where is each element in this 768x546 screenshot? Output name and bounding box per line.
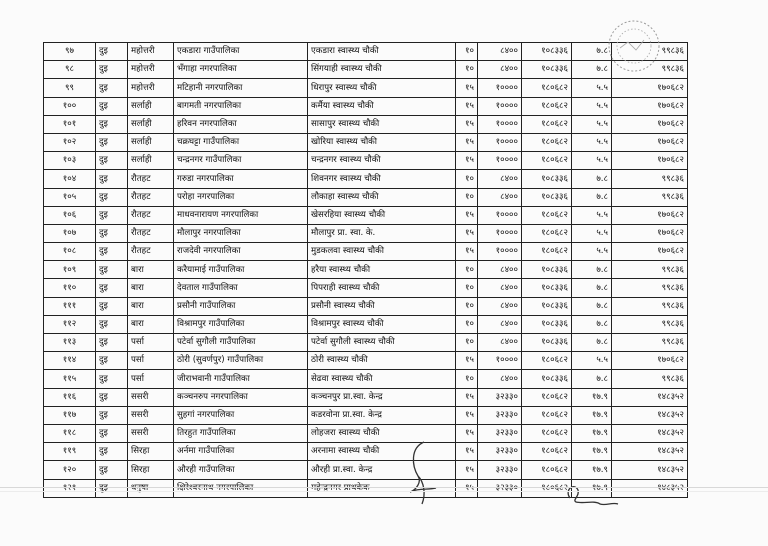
grade-cell [96, 479, 128, 497]
table-row [44, 152, 688, 170]
count-cell: १५ [456, 243, 478, 261]
table-row [44, 224, 688, 242]
ratio-cell [572, 479, 612, 497]
amount-cell: १०८३३६ [522, 188, 572, 206]
municipality-cell: मटिहानी नगरपालिका [174, 79, 308, 97]
table-row [44, 115, 688, 133]
health-post-cell: कर्मैया स्वास्थ्य चौकी [308, 97, 456, 115]
district-cell: रौतहट [128, 170, 174, 188]
amount-cell: ९९८३६ [612, 261, 688, 279]
ratio-cell: ५.५ [572, 115, 612, 133]
serial-number-cell: ९९ [44, 79, 96, 97]
serial-number-cell: ११३ [44, 334, 96, 352]
municipality-cell: औरही गाउँपालिका [174, 461, 308, 479]
amount-cell: ९९८३६ [612, 297, 688, 315]
health-post-cell: चन्द्रनगर स्वास्थ्य चौकी [308, 152, 456, 170]
ratio-cell: १७.९ [572, 406, 612, 424]
health-post-cell: लौकाहा स्वास्थ्य चौकी [308, 188, 456, 206]
amount-cell: १०००० [478, 352, 522, 370]
table-row [44, 243, 688, 261]
municipality-cell [174, 479, 308, 497]
district-cell: पर्सा [128, 334, 174, 352]
amount-cell: ९९८३६ [612, 170, 688, 188]
serial-number-cell: १२० [44, 461, 96, 479]
serial-number-cell: १०७ [44, 224, 96, 242]
grade-cell: दुइ [96, 443, 128, 461]
ratio-cell: १७.९ [572, 388, 612, 406]
data-table [43, 42, 688, 498]
grade-cell: दुइ [96, 61, 128, 79]
amount-cell: १०८३३६ [522, 170, 572, 188]
amount-cell: ८४०० [478, 315, 522, 333]
count-cell: १५ [456, 352, 478, 370]
ratio-cell: ७.८ [572, 261, 612, 279]
amount-cell: १८०६८२ [522, 133, 572, 151]
table-row [44, 352, 688, 370]
amount-cell: ८४०० [478, 43, 522, 61]
grade-cell: दुइ [96, 79, 128, 97]
health-post-cell: ठोरी स्वास्थ्य चौकी [308, 352, 456, 370]
table-row [44, 261, 688, 279]
municipality-cell: माधवनारायण नगरपालिका [174, 206, 308, 224]
page-divider [0, 491, 768, 492]
count-cell: १५ [456, 461, 478, 479]
district-cell: महोत्तरी [128, 79, 174, 97]
serial-number-cell: १११ [44, 297, 96, 315]
district-cell: सिरहा [128, 443, 174, 461]
count-cell: १० [456, 170, 478, 188]
count-cell: १० [456, 61, 478, 79]
amount-cell: १०८३३६ [522, 297, 572, 315]
count-cell: १५ [456, 388, 478, 406]
amount-cell: ९९८३६ [612, 188, 688, 206]
amount-cell: ९९८३६ [612, 61, 688, 79]
amount-cell: ८४०० [478, 261, 522, 279]
serial-number-cell: १०८ [44, 243, 96, 261]
health-post-cell: विश्रामपुर स्वास्थ्य चौकी [308, 315, 456, 333]
amount-cell: १०००० [478, 79, 522, 97]
health-post-cell: कडरवोना प्रा.स्वा. केन्द्र [308, 406, 456, 424]
municipality-cell: प्रसौनी गाउँपालिका [174, 297, 308, 315]
amount-cell: १८०६८२ [522, 224, 572, 242]
amount-cell: १८०६८२ [522, 443, 572, 461]
grade-cell: दुइ [96, 352, 128, 370]
ratio-cell: ५.५ [572, 133, 612, 151]
serial-number-cell: ११९ [44, 443, 96, 461]
serial-number-cell: १०४ [44, 170, 96, 188]
amount-cell: १४८३५२ [612, 424, 688, 442]
amount-cell: ८४०० [478, 334, 522, 352]
district-cell: सर्लाही [128, 97, 174, 115]
count-cell: १५ [456, 97, 478, 115]
count-cell: १५ [456, 443, 478, 461]
municipality-cell: चक्रघट्टा गाउँपालिका [174, 133, 308, 151]
ratio-cell: ७.८ [572, 279, 612, 297]
count-cell: १० [456, 188, 478, 206]
grade-cell: दुइ [96, 133, 128, 151]
amount-cell: ३२३३० [478, 443, 522, 461]
serial-number-cell: ११२ [44, 315, 96, 333]
municipality-cell: राजदेवी नगरपालिका [174, 243, 308, 261]
district-cell: बारा [128, 315, 174, 333]
amount-cell: १०८३३६ [522, 370, 572, 388]
district-cell: बारा [128, 297, 174, 315]
page-divider [0, 487, 768, 488]
health-post-cell: प्रसौनी स्वास्थ्य चौकी [308, 297, 456, 315]
district-cell: ससरी [128, 406, 174, 424]
amount-cell: १०००० [478, 97, 522, 115]
municipality-cell: करैयामाई गाउँपालिका [174, 261, 308, 279]
municipality-cell: मौलापुर नगरपालिका [174, 224, 308, 242]
amount-cell: १४८३५२ [612, 388, 688, 406]
district-cell: सर्लाही [128, 133, 174, 151]
table-row [44, 388, 688, 406]
amount-cell: १०००० [478, 115, 522, 133]
serial-number-cell [44, 479, 96, 497]
municipality-cell: बागमती नगरपालिका [174, 97, 308, 115]
grade-cell: दुइ [96, 243, 128, 261]
ratio-cell: ५.५ [572, 243, 612, 261]
municipality-cell: जीराभवानी गाउँपालिका [174, 370, 308, 388]
district-cell: बारा [128, 261, 174, 279]
amount-cell: १७०६८२ [612, 243, 688, 261]
health-post-cell: धिरापुर स्वास्थ्य चौकी [308, 79, 456, 97]
district-cell: ससरी [128, 388, 174, 406]
ratio-cell: ७.८ [572, 43, 612, 61]
grade-cell: दुइ [96, 279, 128, 297]
health-post-cell: हरैया स्वास्थ्य चौकी [308, 261, 456, 279]
amount-cell: १०८३३६ [522, 279, 572, 297]
count-cell: १० [456, 370, 478, 388]
health-post-cell: औरही प्रा.स्वा. केन्द्र [308, 461, 456, 479]
table-row [44, 406, 688, 424]
district-cell: पर्सा [128, 370, 174, 388]
amount-cell: १०००० [478, 152, 522, 170]
grade-cell: दुइ [96, 261, 128, 279]
municipality-cell: विश्रामपुर गाउँपालिका [174, 315, 308, 333]
grade-cell: दुइ [96, 297, 128, 315]
ratio-cell: ५.५ [572, 224, 612, 242]
grade-cell: दुइ [96, 406, 128, 424]
health-post-cell: खेसरहिया स्वास्थ्य चौकी [308, 206, 456, 224]
municipality-cell: चन्द्रनगर गाउँपालिका [174, 152, 308, 170]
health-post-cell: खोरिया स्वास्थ्य चौकी [308, 133, 456, 151]
amount-cell: १७०६८२ [612, 152, 688, 170]
count-cell: १० [456, 261, 478, 279]
serial-number-cell: १०६ [44, 206, 96, 224]
table-row [44, 461, 688, 479]
count-cell: १० [456, 334, 478, 352]
serial-number-cell: ११८ [44, 424, 96, 442]
amount-cell: १८०६८२ [522, 388, 572, 406]
serial-number-cell: ९८ [44, 61, 96, 79]
ratio-cell: ७.८ [572, 315, 612, 333]
amount-cell: १०८३३६ [522, 61, 572, 79]
table-row [44, 334, 688, 352]
amount-cell: १७०६८२ [612, 115, 688, 133]
amount-cell: ३२३३० [478, 388, 522, 406]
health-post-cell: कञ्चनपुर प्रा.स्वा. केन्द्र [308, 388, 456, 406]
amount-cell: १०००० [478, 243, 522, 261]
health-post-cell: मौलापुर प्रा. स्वा. के. [308, 224, 456, 242]
amount-cell: ९९८३६ [612, 315, 688, 333]
municipality-cell: ठोरी (सुवर्णपुर) गाउँपालिका [174, 352, 308, 370]
table-row [44, 479, 688, 497]
health-post-cell [308, 479, 456, 497]
district-cell: सर्लाही [128, 115, 174, 133]
amount-cell: १४८३५२ [612, 461, 688, 479]
serial-number-cell: ११७ [44, 406, 96, 424]
amount-cell: ९९८३६ [612, 43, 688, 61]
ratio-cell: ७.८ [572, 334, 612, 352]
table-row [44, 370, 688, 388]
district-cell: महोत्तरी [128, 61, 174, 79]
count-cell [456, 479, 478, 497]
amount-cell: १८०६८२ [522, 79, 572, 97]
amount-cell: १०८३३६ [522, 261, 572, 279]
amount-cell: १८०६८२ [522, 115, 572, 133]
serial-number-cell: १०५ [44, 188, 96, 206]
table-row [44, 170, 688, 188]
amount-cell: ३२३३० [478, 461, 522, 479]
health-post-cell: शिवनगर स्वास्थ्य चौकी [308, 170, 456, 188]
count-cell: १५ [456, 115, 478, 133]
municipality-cell: परोहा नगरपालिका [174, 188, 308, 206]
amount-cell: १७०६८२ [612, 206, 688, 224]
municipality-cell: सुहगां नगरपालिका [174, 406, 308, 424]
amount-cell: १४८३५२ [612, 406, 688, 424]
amount-cell: १८०६८२ [522, 206, 572, 224]
table-row [44, 79, 688, 97]
grade-cell: दुइ [96, 206, 128, 224]
count-cell: १५ [456, 133, 478, 151]
count-cell: १५ [456, 152, 478, 170]
table-body [44, 43, 688, 498]
count-cell: १५ [456, 206, 478, 224]
amount-cell: १७०६८२ [612, 133, 688, 151]
amount-cell: ८४०० [478, 297, 522, 315]
amount-cell [478, 479, 522, 497]
amount-cell: १८०६८२ [522, 243, 572, 261]
amount-cell: १७०६८२ [612, 97, 688, 115]
amount-cell: १०००० [478, 133, 522, 151]
ratio-cell: ५.५ [572, 79, 612, 97]
district-cell: सिरहा [128, 461, 174, 479]
health-post-cell: सासापुर स्वास्थ्य चौकी [308, 115, 456, 133]
health-post-cell: सिंगयाही स्वास्थ्य चौकी [308, 61, 456, 79]
serial-number-cell: ९७ [44, 43, 96, 61]
amount-cell: १७०६८२ [612, 79, 688, 97]
amount-cell [612, 479, 688, 497]
grade-cell: दुइ [96, 152, 128, 170]
health-post-cell: पिपराही स्वास्थ्य चौकी [308, 279, 456, 297]
amount-cell: ९९८३६ [612, 370, 688, 388]
municipality-cell: तिरहुत गाउँपालिका [174, 424, 308, 442]
grade-cell: दुइ [96, 424, 128, 442]
amount-cell: १०८३३६ [522, 43, 572, 61]
district-cell: बारा [128, 279, 174, 297]
table-row [44, 61, 688, 79]
count-cell: १५ [456, 406, 478, 424]
ratio-cell: ७.८ [572, 370, 612, 388]
health-post-cell: अरनामा स्वास्थ्य चौकी [308, 443, 456, 461]
municipality-cell: एकडारा गाउँपालिका [174, 43, 308, 61]
amount-cell: १८०६८२ [522, 461, 572, 479]
serial-number-cell: १०० [44, 97, 96, 115]
serial-number-cell: ११५ [44, 370, 96, 388]
district-cell: रौतहट [128, 243, 174, 261]
amount-cell: ३२३३० [478, 406, 522, 424]
ratio-cell: ७.८ [572, 188, 612, 206]
ratio-cell: १७.९ [572, 461, 612, 479]
table-row [44, 443, 688, 461]
table-row [44, 315, 688, 333]
municipality-cell: देवताल गाउँपालिका [174, 279, 308, 297]
serial-number-cell: ११४ [44, 352, 96, 370]
amount-cell: ८४०० [478, 61, 522, 79]
ratio-cell: ५.५ [572, 352, 612, 370]
district-cell: ससरी [128, 424, 174, 442]
health-post-cell: सेढवा स्वास्थ्य चौकी [308, 370, 456, 388]
health-post-cell: लोहजरा स्वास्थ्य चौकी [308, 424, 456, 442]
amount-cell: ८४०० [478, 279, 522, 297]
municipality-cell: अर्नमा गाउँपालिका [174, 443, 308, 461]
ratio-cell: ७.८ [572, 170, 612, 188]
ratio-cell: ५.५ [572, 97, 612, 115]
table-row [44, 297, 688, 315]
district-cell: पर्सा [128, 352, 174, 370]
grade-cell: दुइ [96, 115, 128, 133]
amount-cell: १४८३५२ [612, 443, 688, 461]
amount-cell [522, 479, 572, 497]
ratio-cell: ५.५ [572, 206, 612, 224]
amount-cell: १०८३३६ [522, 315, 572, 333]
health-post-cell: एकडारा स्वास्थ्य चौकी [308, 43, 456, 61]
amount-cell: १७०६८२ [612, 224, 688, 242]
municipality-cell: भँगाहा नगरपालिका [174, 61, 308, 79]
count-cell: १५ [456, 79, 478, 97]
amount-cell: १०००० [478, 206, 522, 224]
amount-cell: ८४०० [478, 370, 522, 388]
table-row [44, 424, 688, 442]
municipality-cell: गरुडा नगरपालिका [174, 170, 308, 188]
municipality-cell: पटेर्वा सुगौली गाउँपालिका [174, 334, 308, 352]
table-row [44, 133, 688, 151]
ratio-cell: १७.९ [572, 424, 612, 442]
ratio-cell: ५.५ [572, 152, 612, 170]
grade-cell: दुइ [96, 461, 128, 479]
grade-cell: दुइ [96, 224, 128, 242]
grade-cell: दुइ [96, 170, 128, 188]
amount-cell: १०८३३६ [522, 334, 572, 352]
amount-cell: १८०६८२ [522, 152, 572, 170]
table-row [44, 43, 688, 61]
amount-cell: ३२३३० [478, 424, 522, 442]
serial-number-cell: १०३ [44, 152, 96, 170]
serial-number-cell: ११० [44, 279, 96, 297]
count-cell: १० [456, 279, 478, 297]
district-cell: सर्लाही [128, 152, 174, 170]
grade-cell: दुइ [96, 315, 128, 333]
table-row [44, 188, 688, 206]
amount-cell: १७०६८२ [612, 352, 688, 370]
count-cell: १० [456, 297, 478, 315]
amount-cell: १८०६८२ [522, 97, 572, 115]
grade-cell: दुइ [96, 370, 128, 388]
serial-number-cell: १०९ [44, 261, 96, 279]
ratio-cell: ७.८ [572, 61, 612, 79]
municipality-cell: कञ्चनरुप नगरपालिका [174, 388, 308, 406]
serial-number-cell: १०१ [44, 115, 96, 133]
serial-number-cell: १०२ [44, 133, 96, 151]
count-cell: १० [456, 315, 478, 333]
health-post-cell: मुडकलवा स्वास्थ्य चौकी [308, 243, 456, 261]
grade-cell: दुइ [96, 43, 128, 61]
grade-cell: दुइ [96, 97, 128, 115]
health-post-cell: पटेर्वा सुगौली स्वास्थ्य चौकी [308, 334, 456, 352]
amount-cell: १८०६८२ [522, 406, 572, 424]
ratio-cell: १७.९ [572, 443, 612, 461]
table-row [44, 279, 688, 297]
amount-cell: ९९८३६ [612, 279, 688, 297]
district-cell: रौतहट [128, 188, 174, 206]
district-cell: रौतहट [128, 224, 174, 242]
amount-cell: ९९८३६ [612, 334, 688, 352]
district-cell: महोत्तरी [128, 43, 174, 61]
table-row [44, 97, 688, 115]
grade-cell: दुइ [96, 188, 128, 206]
municipality-cell: हरिवन नगरपालिका [174, 115, 308, 133]
district-cell: रौतहट [128, 206, 174, 224]
district-cell [128, 479, 174, 497]
amount-cell: ८४०० [478, 170, 522, 188]
serial-number-cell: ११६ [44, 388, 96, 406]
amount-cell: १०००० [478, 224, 522, 242]
count-cell: १० [456, 43, 478, 61]
count-cell: १५ [456, 424, 478, 442]
grade-cell: दुइ [96, 334, 128, 352]
amount-cell: १८०६८२ [522, 424, 572, 442]
ratio-cell: ७.८ [572, 297, 612, 315]
grade-cell: दुइ [96, 388, 128, 406]
count-cell: १५ [456, 224, 478, 242]
amount-cell: ८४०० [478, 188, 522, 206]
amount-cell: १८०६८२ [522, 352, 572, 370]
table-row [44, 206, 688, 224]
